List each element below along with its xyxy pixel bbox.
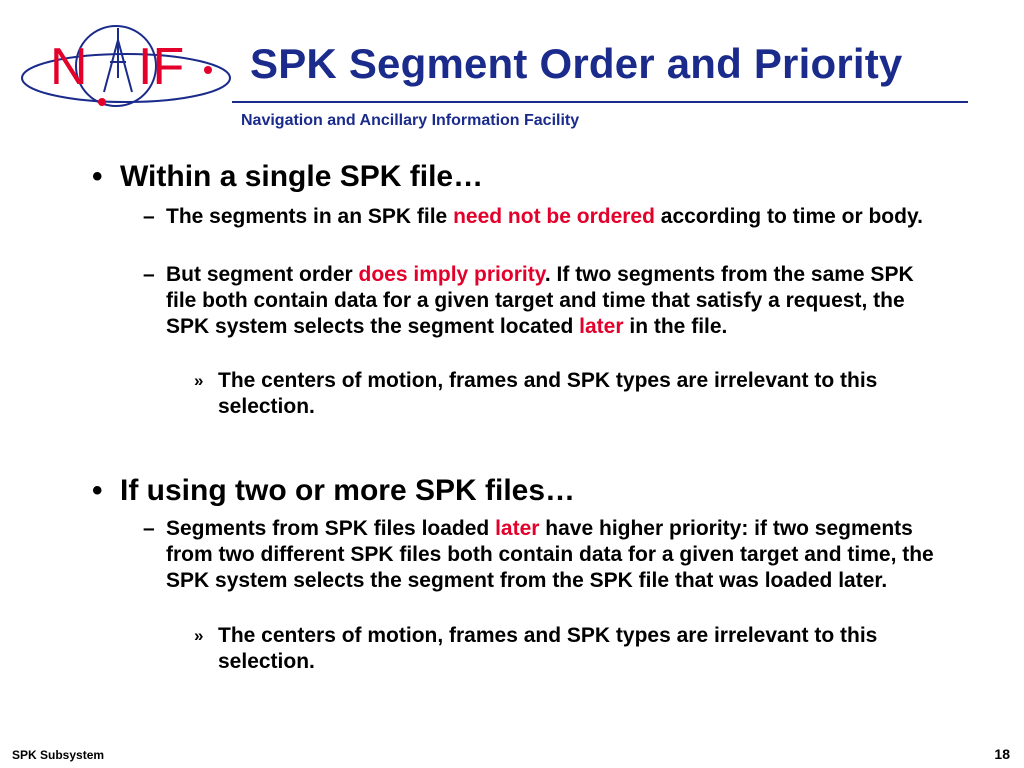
highlight-text: later: [579, 315, 624, 338]
text-run: But segment order: [166, 263, 359, 286]
dash-marker: –: [143, 263, 155, 286]
bullet-marker: •: [92, 160, 103, 193]
section1-item2-text: [166, 262, 936, 340]
section2-heading: If using two or more SPK files…: [120, 474, 576, 507]
logo-letter-n: N: [50, 38, 88, 96]
highlight-text: does imply priority: [358, 263, 545, 286]
section2-item1-text: [166, 516, 936, 594]
text-run: The segments in an SPK file: [166, 205, 454, 228]
text-run: . If two segments from the same SPK file both contain data for a given target and time that satisfy a request, the SPK system selects the segment located: [166, 263, 914, 338]
logo-planet-dot: [204, 66, 212, 74]
dash-marker: –: [143, 517, 155, 540]
section2-subitem-text: The centers of motion, frames and SPK types are irrelevant to this selection.: [218, 624, 878, 673]
footer-label: SPK Subsystem: [12, 748, 105, 762]
header-rule: [232, 101, 968, 103]
section1-item1-text: [166, 204, 936, 230]
logo-small-dot: [98, 98, 106, 106]
highlight-text: later: [495, 517, 540, 540]
bullet-marker: •: [92, 474, 103, 507]
text-run: have higher priority: if two segments from two different SPK files both contain data for a given target and time, the SPK system selects the segment from the SPK file that was loaded later.: [166, 517, 934, 592]
dash-marker: –: [143, 205, 155, 228]
slide-title: SPK Segment Order and Priority: [250, 40, 903, 87]
text-run: Segments from SPK files loaded: [166, 517, 496, 540]
guillemet-marker: »: [194, 626, 204, 645]
section1-subitem-text: The centers of motion, frames and SPK types are irrelevant to this selection.: [218, 369, 878, 418]
logo-compass-icon: [104, 28, 132, 92]
slide-subtitle: Navigation and Ancillary Information Facility: [241, 112, 580, 129]
guillemet-marker: »: [194, 371, 204, 390]
page-number: 18: [994, 746, 1010, 762]
text-run: according to time or body.: [654, 205, 923, 228]
naif-logo: [14, 22, 244, 114]
logo-letters-if: IF: [138, 38, 185, 96]
highlight-text: need not be ordered: [453, 205, 655, 228]
section1-heading: Within a single SPK file…: [120, 160, 484, 193]
text-run: in the file.: [623, 315, 728, 338]
